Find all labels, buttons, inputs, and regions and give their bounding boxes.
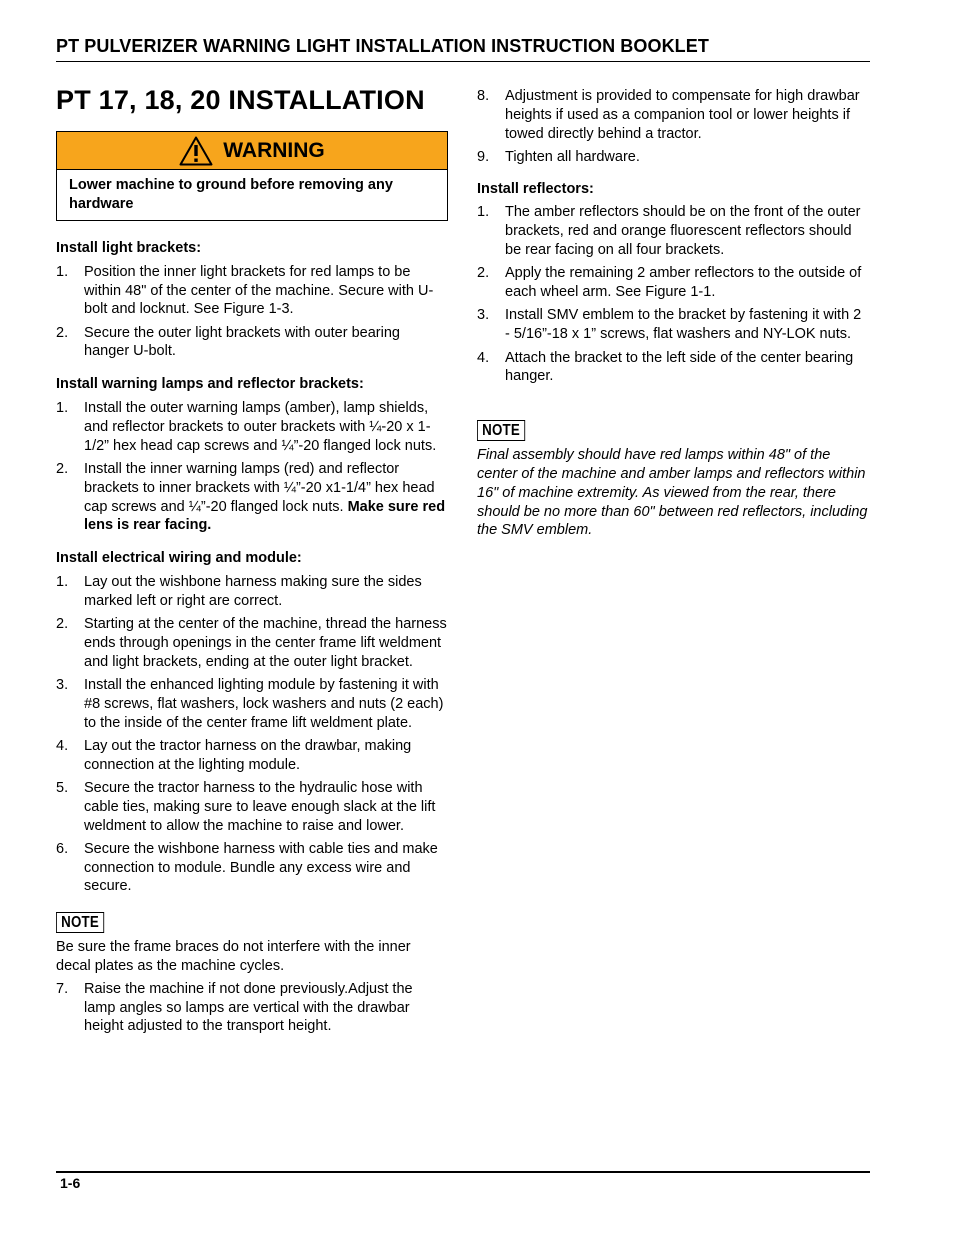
warning-triangle-icon (179, 136, 213, 166)
item-number: 1. (56, 263, 69, 280)
item-number: 8. (477, 88, 490, 104)
item-text: Secure the tractor harness to the hydraulic hose with cable ties, making sure to leave enough slack at the lift weldment to allow the machine to raise and lower. (84, 779, 436, 834)
list-item (477, 264, 870, 302)
note-badge-wrap (477, 420, 870, 441)
light-brackets-list (56, 263, 448, 361)
list-item (56, 615, 448, 671)
item-text: Install the enhanced lighting module by fastening it with #8 screws, flat washers, lock washers and nuts (2 each) to the inside of the center frame lift weldment plate. (84, 676, 444, 731)
after-note-list (56, 980, 448, 1036)
wiring-heading: Install electrical wiring and module: (56, 550, 302, 567)
list-item (477, 306, 870, 344)
item-number: 1. (477, 204, 490, 221)
item-text: Secure the outer light brackets with outer bearing hanger U-bolt. (84, 324, 400, 360)
item-text: Install the inner warning lamps (red) and reflector brackets to inner brackets with ¼”-20 x1-1/4” hex head cap screws and ¼”-20 flanged lock nuts. (84, 460, 435, 515)
list-item (56, 460, 448, 535)
note-badge-wrap (56, 912, 448, 933)
warning-box (56, 131, 448, 221)
item-number: 3. (477, 307, 490, 324)
list-item (56, 779, 448, 835)
item-number: 7. (56, 980, 69, 997)
item-text: Starting at the center of the machine, thread the harness ends through openings in the center frame lift weldment and light brackets, ending at the outer light bracket. (84, 616, 447, 670)
list-item (56, 676, 448, 732)
item-text: Attach the bracket to the left side of the center bearing hanger. (505, 349, 854, 385)
item-text: Tighten all hardware. (505, 148, 640, 165)
continued-list (477, 87, 870, 167)
note-badge: NOTE (56, 912, 104, 933)
item-number: 4. (477, 349, 490, 366)
list-item (56, 399, 448, 455)
list-item (477, 203, 870, 259)
booklet-title: PT PULVERIZER WARNING LIGHT INSTALLATION INSTRUCTION BOOKLET (56, 36, 709, 56)
section-title: PT 17, 18, 20 INSTALLATION (56, 85, 425, 115)
item-text: The amber reflectors should be on the front of the outer brackets, red and orange fluorescent reflectors should be rear facing on all four brackets. (505, 204, 861, 259)
item-text: Apply the remaining 2 amber reflectors to the outside of each wheel arm. See Figure 1-1. (505, 265, 862, 301)
warning-bar (57, 132, 447, 170)
list-item (56, 263, 448, 319)
item-number: 5. (56, 779, 69, 796)
warning-lamps-heading: Install warning lamps and reflector brackets: (56, 376, 364, 393)
item-text: Lay out the tractor harness on the drawbar, making connection at the lighting module. (84, 737, 412, 773)
item-emphasis: Make sure red lens is rear facing. (84, 498, 446, 534)
item-number: 4. (56, 737, 69, 754)
list-item (56, 980, 448, 1036)
light-brackets-heading: Install light brackets: (56, 240, 202, 256)
warning-text: Lower machine to ground before removing any hardware (69, 177, 393, 212)
item-text: Secure the wishbone harness with cable ties and make connection to module. Bundle any excess wire and secure. (84, 840, 438, 895)
list-item (56, 737, 448, 775)
list-item (477, 148, 870, 167)
note-badge: NOTE (477, 420, 525, 441)
item-text: Lay out the wishbone harness making sure the sides marked left or right are correct. (84, 573, 422, 609)
list-item (56, 573, 448, 611)
reflectors-heading: Install reflectors: (477, 180, 594, 197)
list-item (477, 87, 870, 143)
item-number: 6. (56, 840, 69, 857)
note-text: Be sure the frame braces do not interfere with the inner decal plates as the machine cycles. (56, 939, 411, 974)
item-text: Raise the machine if not done previously.Adjust the lamp angles so lamps are vertical with the drawbar height adjusted to the transport height. (84, 980, 413, 1035)
item-number: 3. (56, 676, 69, 693)
final-assembly-note: Final assembly should have red lamps within 48" of the center of the machine and amber lamps and reflectors within 16" of machine extremity. As viewed from the rear, there should be no more than 60" between red reflectors, including the SMV emblem. (477, 447, 868, 539)
left-column (56, 239, 448, 1041)
page-number: 1-6 (60, 1175, 81, 1191)
item-text: Install SMV emblem to the bracket by fastening it with 2 - 5/16”-18 x 1” screws, flat washers and NY-LOK nuts. (505, 307, 862, 343)
item-number: 1. (56, 400, 69, 417)
item-number: 9. (477, 148, 490, 165)
footer-divider (56, 1171, 870, 1173)
header-divider (56, 61, 870, 62)
list-item (56, 840, 448, 896)
warning-label: WARNING (223, 138, 325, 162)
wiring-list (56, 573, 448, 896)
item-text: Position the inner light brackets for red lamps to be within 48" of the center of the machine. Secure with U-bolt and locknut. See Figure 1-3. (84, 263, 434, 318)
item-number: 2. (477, 265, 490, 282)
reflectors-list (477, 203, 870, 386)
list-item (477, 349, 870, 387)
warning-lamps-list (56, 399, 448, 535)
item-text: Install the outer warning lamps (amber), lamp shields, and reflector brackets to outer brackets with ¼-20 x 1-1/2” hex head cap screws and ¼”-20 flanged lock nuts. (84, 400, 437, 454)
list-item (56, 324, 448, 362)
right-column (477, 87, 870, 540)
item-number: 1. (56, 573, 69, 590)
item-number: 2. (56, 460, 69, 477)
item-number: 2. (56, 616, 69, 633)
item-text: Adjustment is provided to compensate for high drawbar heights if used as a companion tool or lower heights if towed directly behind a tractor. (505, 88, 860, 142)
item-number: 2. (56, 324, 69, 341)
